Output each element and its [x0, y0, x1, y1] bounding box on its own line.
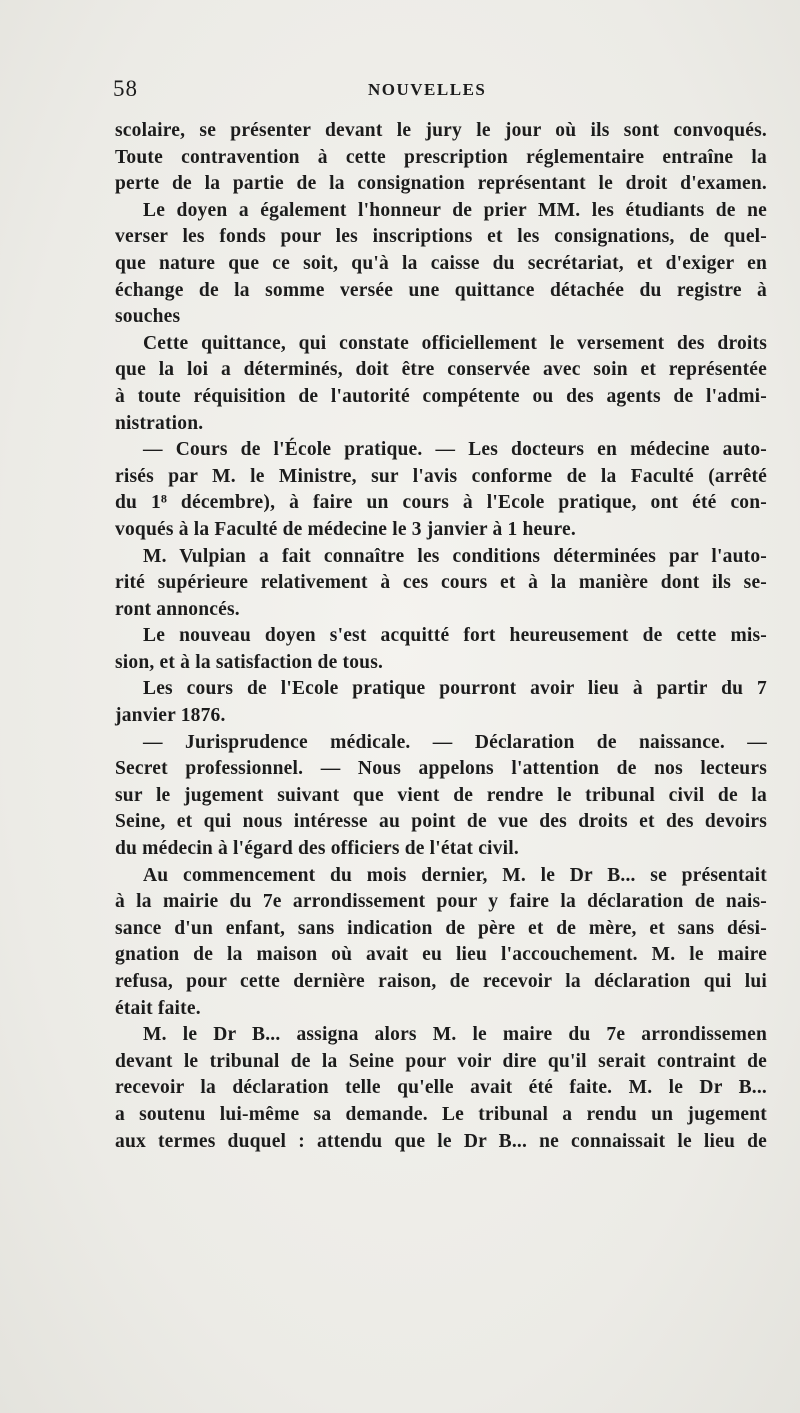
text-line: gnation de la maison où avait eu lieu l'accouchement. M. le maire	[115, 944, 767, 966]
text-line: — Cours de l'École pratique. — Les docteurs en médecine auto-	[143, 439, 767, 461]
text-line: était faite.	[115, 997, 201, 1019]
text-line: sur le jugement suivant que vient de rendre le tribunal civil de la	[115, 784, 767, 806]
running-head: NOUVELLES	[368, 80, 487, 99]
text-line: à toute réquisition de l'autorité compétente ou des agents de l'admi-	[115, 385, 767, 407]
text-line: ront annoncés.	[115, 598, 240, 620]
body-text	[115, 118, 767, 1155]
text-line: M. Vulpian a fait connaître les conditions déterminées par l'auto-	[143, 545, 767, 567]
text-line: recevoir la déclaration telle qu'elle avait été faite. M. le Dr B...	[115, 1077, 767, 1099]
text-line: du médecin à l'égard des officiers de l'état civil.	[115, 838, 519, 860]
text-line: Le doyen a également l'honneur de prier MM. les étudiants de ne	[143, 199, 767, 221]
text-line: du 1⁸ décembre), à faire un cours à l'Ecole pratique, ont été con-	[115, 492, 767, 514]
text-line: Seine, et qui nous intéresse au point de vue des droits et des devoirs	[115, 811, 767, 833]
page-header	[113, 76, 773, 106]
text-line: que la loi a déterminés, doit être conservée avec soin et représentée	[115, 359, 767, 381]
text-line: que nature que ce soit, qu'à la caisse du secrétariat, et d'exiger en	[115, 252, 767, 274]
text-line: Cette quittance, qui constate officiellement le versement des droits	[143, 332, 767, 354]
text-line: Le nouveau doyen s'est acquitté fort heureusement de cette mis-	[143, 625, 767, 647]
text-line: refusa, pour cette dernière raison, de recevoir la déclaration qui lui	[115, 971, 767, 992]
text-line: aux termes duquel : attendu que le Dr B... ne connaissait le lieu de	[115, 1130, 767, 1152]
text-line: souches	[115, 306, 181, 328]
text-line: devant le tribunal de la Seine pour voir dire qu'il serait contraint de	[115, 1050, 767, 1072]
text-line: a soutenu lui-même sa demande. Le tribunal a rendu un jugement	[115, 1103, 767, 1125]
text-line: sance d'un enfant, sans indication de père et de mère, et sans dési-	[115, 917, 767, 939]
text-line: risés par M. le Ministre, sur l'avis conforme de la Faculté (arrêté	[115, 465, 767, 487]
text-line: — Jurisprudence médicale. — Déclaration de naissance. —	[143, 731, 767, 753]
text-line: à la mairie du 7e arrondissement pour y faire la déclaration de nais-	[115, 891, 767, 913]
text-line: perte de la partie de la consignation représentant le droit d'examen.	[115, 173, 767, 195]
text-line: M. le Dr B... assigna alors M. le maire du 7e arrondissemen	[143, 1024, 767, 1046]
text-line: sion, et à la satisfaction de tous.	[115, 651, 384, 673]
text-line: verser les fonds pour les inscriptions et les consignations, de quel-	[115, 226, 767, 248]
text-line: voqués à la Faculté de médecine le 3 janvier à 1 heure.	[115, 518, 576, 540]
text-line: Les cours de l'Ecole pratique pourront avoir lieu à partir du 7	[143, 678, 767, 700]
page-number: 58	[113, 76, 138, 101]
text-line: échange de la somme versée une quittance détachée du registre à	[115, 279, 767, 301]
text-line: Au commencement du mois dernier, M. le Dr B... se présentait	[143, 864, 767, 886]
text-line: Secret professionnel. — Nous appelons l'attention de nos lecteurs	[115, 758, 767, 780]
text-line: Toute contravention à cette prescription réglementaire entraîne la	[115, 146, 767, 168]
text-line: nistration.	[115, 412, 204, 434]
text-line: scolaire, se présenter devant le jury le jour où ils sont convoqués.	[115, 120, 767, 141]
text-line: janvier 1876.	[115, 705, 226, 727]
text-line: rité supérieure relativement à ces cours et à la manière dont ils se-	[115, 572, 767, 594]
